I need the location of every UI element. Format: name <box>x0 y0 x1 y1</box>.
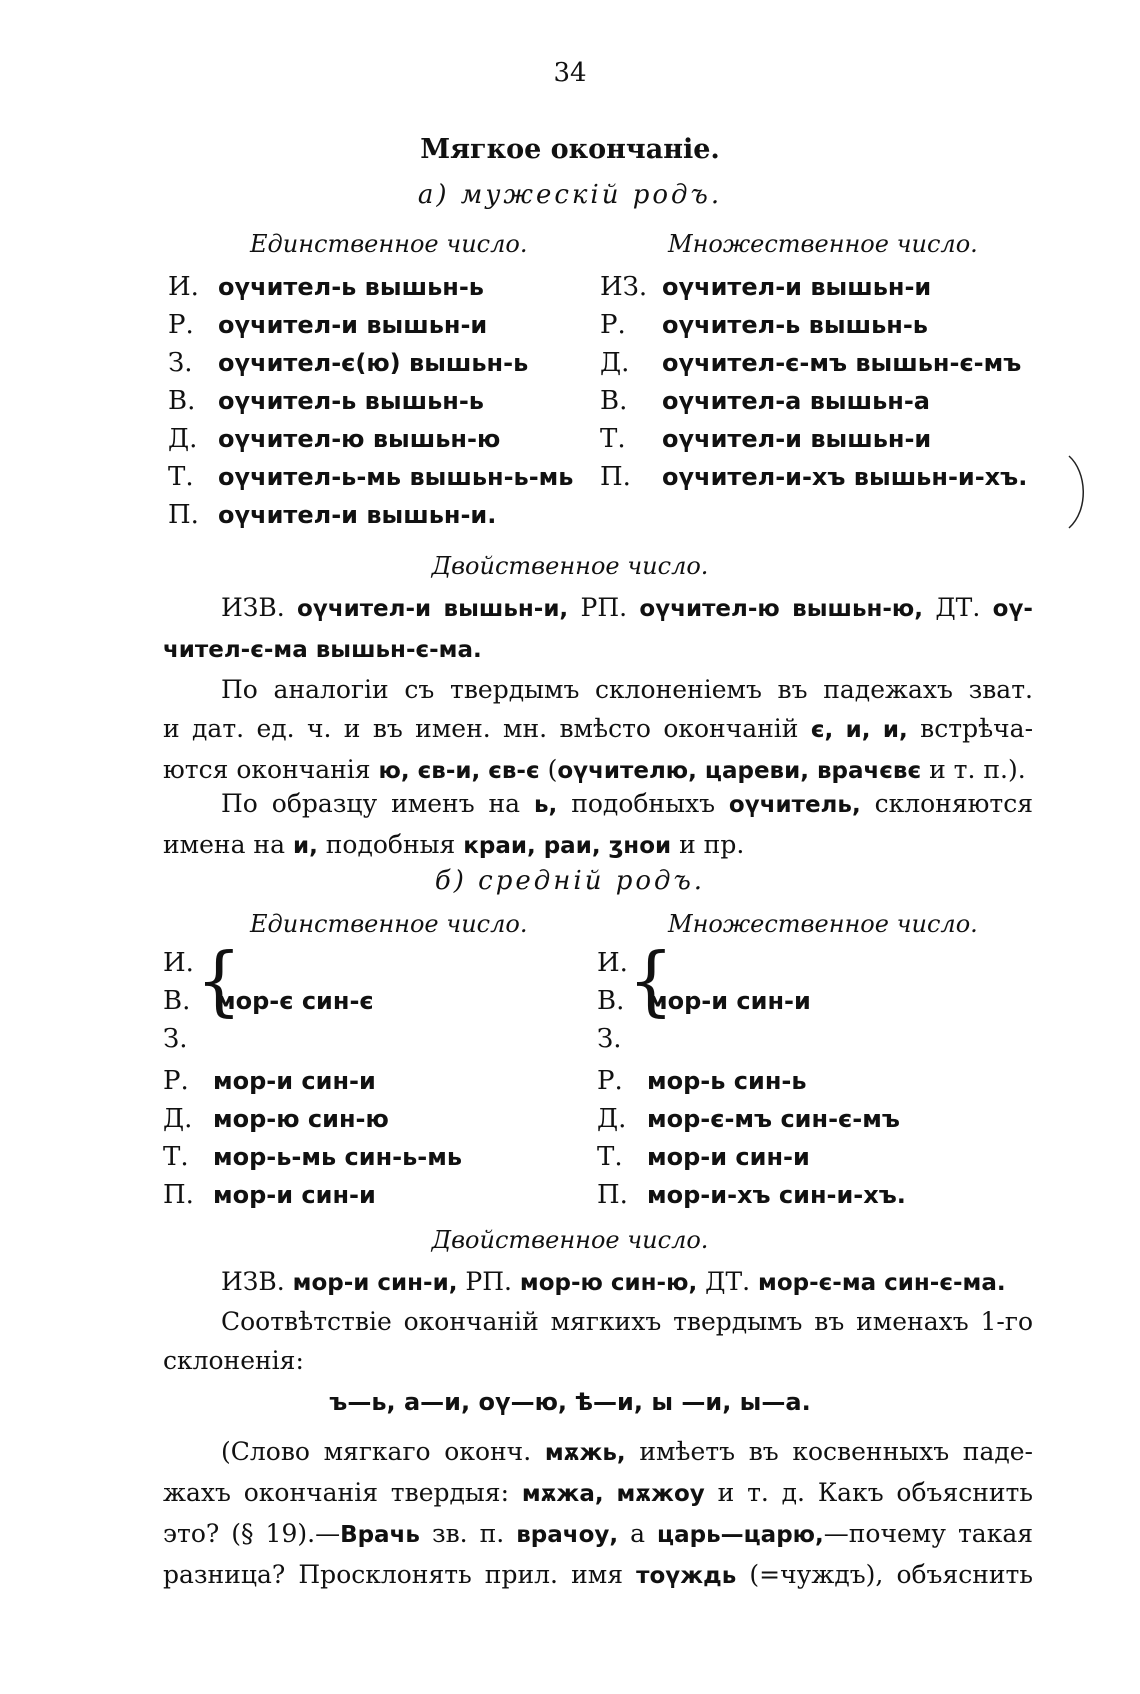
neut-sg-row: Д. мор-ю син-ю <box>163 1104 389 1134</box>
section-title: Мягкое окончаніе. <box>420 134 720 165</box>
neut-sg-heading: Единственное число. <box>250 910 528 938</box>
neut-pl-heading: Множественное число. <box>668 910 978 938</box>
paragraph-question: (Слово мягкаго оконч. мѫжь, имѣетъ въ косвенныхъ паде- жахъ окончанія твердыя: мѫжа, мѫжоу и т. д. Какъ объяснить это? (§ 19).—Врачь зв. п. врачоу, а царь—царю,—почему такая разница? Просклонять прил. имя тоүждь (=чуждъ), объяснить <box>163 1437 1034 1589</box>
neut-dual-forms: ИЗВ. мор-и син-и, РП. мор-ю син-ю, ДТ. мор-є-ма син-є-ма. <box>221 1267 1006 1296</box>
neut-sg-row: Т. мор-ь-мь син-ь-мь <box>163 1142 463 1172</box>
masc-sg-heading: Единственное число. <box>250 230 528 258</box>
neut-sg-group-form: мор-є син-є <box>216 987 374 1015</box>
masc-pl-heading: Множественное число. <box>668 230 978 258</box>
masc-sg-row: З. оүчител-є(ю) вышьн-ь <box>168 348 529 378</box>
neut-sg-group-case: В. <box>163 986 191 1016</box>
masc-dual-line: чител-є-ма вышьн-є-ма. <box>163 637 482 663</box>
paragraph-pattern: По образцу именъ на ь, подобныхъ оүчитель, склоняются имена на и, подобныя краи, раи, ʒнои и пр. <box>163 789 1033 859</box>
neut-pl-row: Т. мор-и син-и <box>597 1142 810 1172</box>
masc-dual-forms <box>163 588 1033 670</box>
masc-sg-row: П. оүчител-и вышьн-и. <box>168 500 497 530</box>
masc-sg-row: И. оүчител-ь вышьн-ь <box>168 272 484 302</box>
margin-bracket-mark <box>1065 452 1095 532</box>
masc-sg-row: В. оүчител-ь вышьн-ь <box>168 386 484 416</box>
masc-subtitle: а) мужескій родъ. <box>417 180 723 210</box>
neut-pl-row: Д. мор-є-мъ син-є-мъ <box>597 1104 900 1134</box>
masc-pl-row: ИЗ. оүчител-и вышьн-и <box>600 272 932 302</box>
masc-pl-row: Р. оүчител-ь вышьн-ь <box>600 310 928 340</box>
neut-pl-row: П. мор-и-хъ син-и-хъ. <box>597 1180 906 1210</box>
masc-pl-row: В. оүчител-а вышьн-а <box>600 386 930 416</box>
neut-sg-row: П. мор-и син-и <box>163 1180 376 1210</box>
neut-pl-group-case: В. <box>597 986 625 1016</box>
masc-pl-row: Д. оүчител-є-мъ вышьн-є-мъ <box>600 348 1022 378</box>
neut-dual-heading: Двойственное число. <box>431 1226 709 1254</box>
neut-pl-group-form: мор-и син-и <box>648 987 811 1015</box>
masc-sg-row: Р. оүчител-и вышьн-и <box>168 310 488 340</box>
neut-sg-row: Р. мор-и син-и <box>163 1066 376 1096</box>
neut-subtitle: б) средній родъ. <box>434 866 706 896</box>
neut-sg-group-case: З. <box>163 1024 188 1054</box>
masc-pl-row: П. оүчител-и-хъ вышьн-и-хъ. <box>600 462 1028 492</box>
page-number: 34 <box>553 58 587 88</box>
paragraph-correspondence: Соотвѣтствіе окончаній мягкихъ твердымъ въ именахъ 1-го склоненія: <box>163 1307 1033 1375</box>
neut-pl-group-case: З. <box>597 1024 622 1054</box>
correspondence-line: ъ—ь, а—и, оү—ю, ѣ—и, ы —и, ы—а. <box>329 1388 811 1416</box>
masc-dual-heading: Двойственное число. <box>431 552 709 580</box>
neut-pl-row: Р. мор-ь син-ь <box>597 1066 807 1096</box>
masc-sg-row: Д. оүчител-ю вышьн-ю <box>168 424 501 454</box>
paragraph-analogy: По аналогіи съ твердымъ склоненіемъ въ падежахъ зват. и дат. ед. ч. и въ имен. мн. вмѣсто окончаній є, и, и, встрѣча- ются окончанія ю, єв-и, єв-є (оүчителю, цареви, врачєвє и т. п.). <box>163 675 1034 784</box>
neut-sg-group-case: И. <box>163 948 194 978</box>
brace-icon: { <box>628 935 674 1025</box>
neut-pl-group-case: И. <box>597 948 628 978</box>
masc-pl-row: Т. оүчител-и вышьн-и <box>600 424 932 454</box>
masc-sg-row: Т. оүчител-ь-мь вышьн-ь-мь <box>168 462 574 492</box>
masc-dual-line: ИЗВ. оүчител-и вышьн-и, РП. оүчител-ю вышьн-ю, ДТ. оү- <box>221 593 1033 622</box>
brace-icon: { <box>196 935 242 1025</box>
